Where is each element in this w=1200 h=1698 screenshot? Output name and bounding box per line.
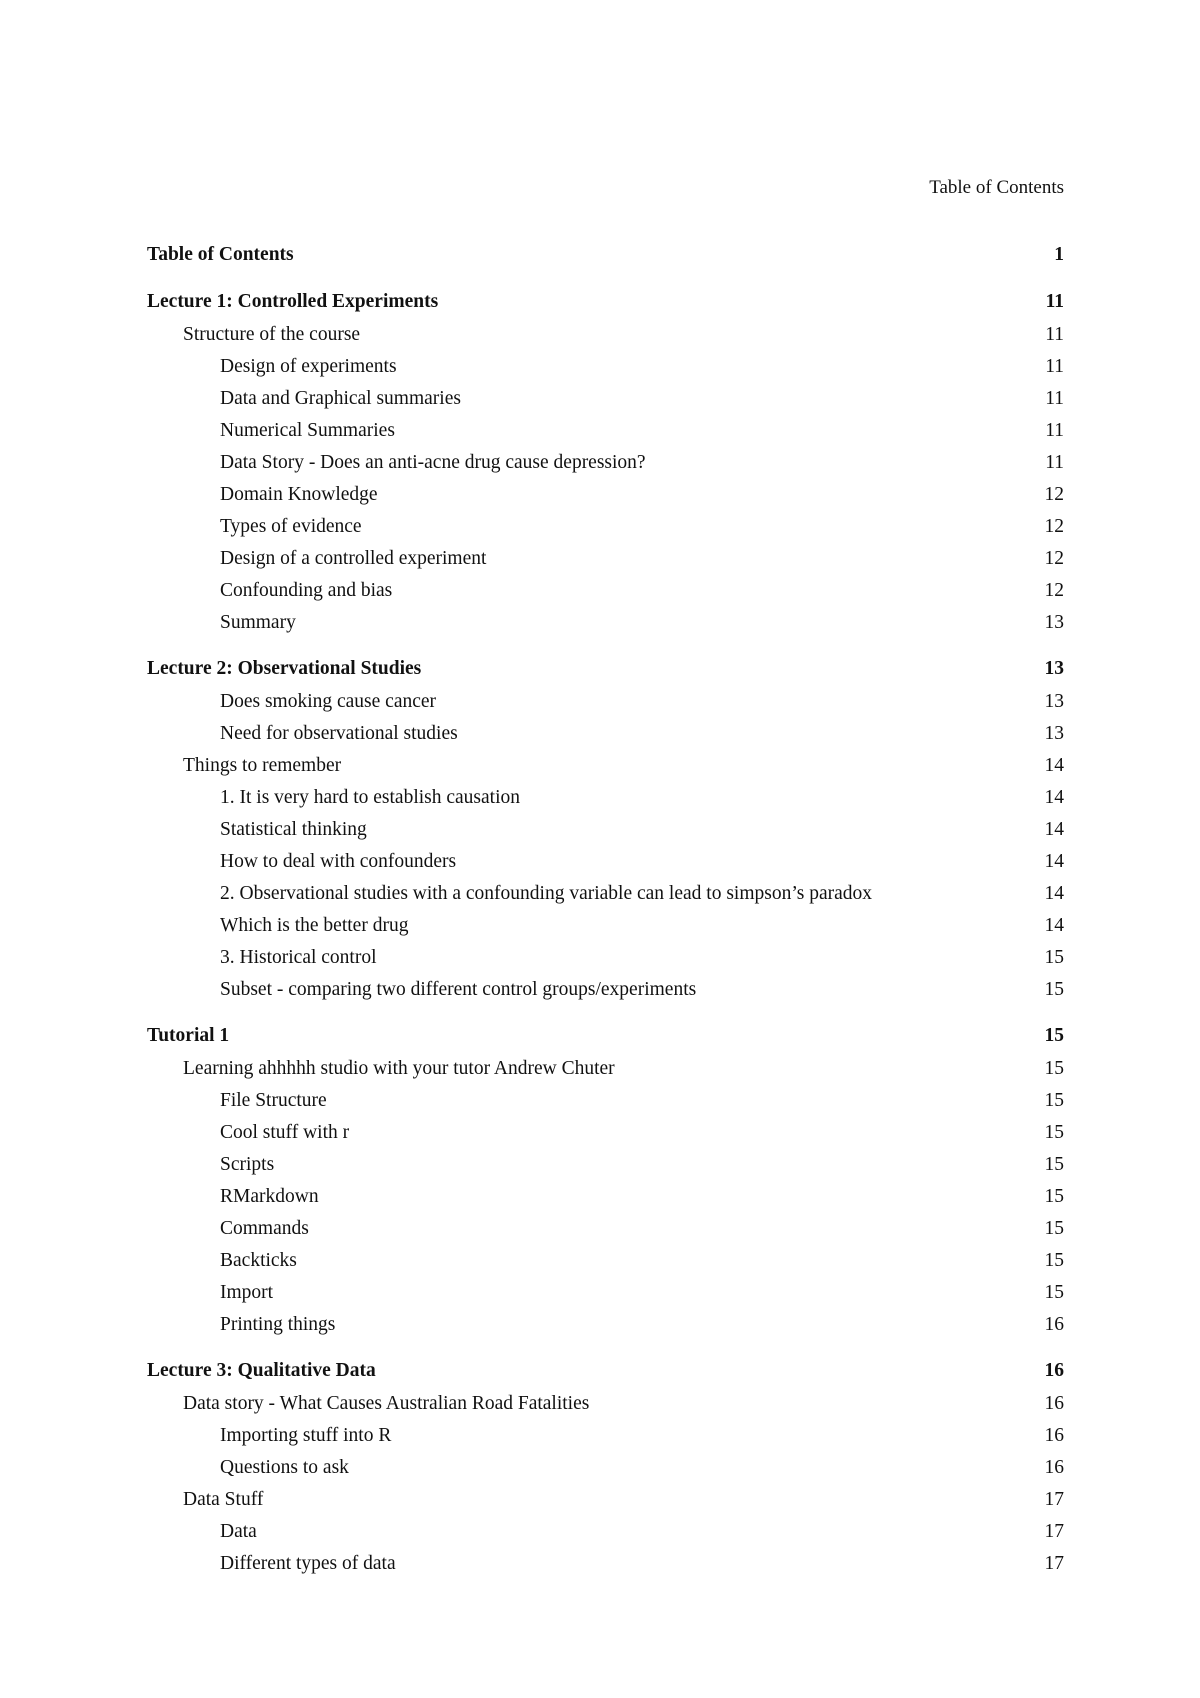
toc-entry[interactable] [147, 1149, 1064, 1181]
toc-entry-page-number: 15 [1044, 1122, 1064, 1143]
toc-entry[interactable] [147, 974, 1064, 1006]
toc-entry-title: Data [220, 1521, 257, 1542]
toc-entry[interactable] [147, 511, 1064, 543]
toc-section-entry[interactable] [147, 238, 1064, 272]
toc-entry[interactable] [147, 1516, 1064, 1548]
toc-entry[interactable] [147, 1053, 1064, 1085]
toc-entry-title: Different types of data [220, 1553, 396, 1574]
toc-entry-title: Importing stuff into R [220, 1425, 392, 1446]
toc-entry-title: Structure of the course [183, 324, 361, 345]
toc-entry-title: How to deal with confounders [220, 851, 457, 872]
toc-entry-page-number: 15 [1044, 1282, 1064, 1303]
table-of-contents [147, 238, 1064, 1580]
toc-entry-title: Need for observational studies [220, 723, 458, 744]
toc-entry[interactable] [147, 415, 1064, 447]
toc-entry[interactable] [147, 575, 1064, 607]
toc-entry-title: Lecture 2: Observational Studies [147, 658, 422, 679]
toc-entry[interactable] [147, 319, 1064, 351]
toc-section-entry[interactable] [147, 1019, 1064, 1053]
toc-section-entry[interactable] [147, 652, 1064, 686]
toc-entry-page-number: 14 [1044, 915, 1064, 936]
toc-entry-page-number: 12 [1044, 548, 1064, 569]
toc-entry-page-number: 13 [1044, 691, 1064, 712]
toc-entry[interactable] [147, 1548, 1064, 1580]
toc-entry[interactable] [147, 1085, 1064, 1117]
toc-entry-page-number: 11 [1045, 324, 1064, 345]
toc-entry-page-number: 16 [1044, 1393, 1064, 1414]
toc-entry-title: 1. It is very hard to establish causation [220, 787, 521, 808]
toc-entry-page-number: 11 [1045, 420, 1064, 441]
toc-entry-page-number: 17 [1044, 1521, 1064, 1542]
toc-entry[interactable] [147, 686, 1064, 718]
toc-entry-title: Import [220, 1282, 274, 1303]
toc-entry-title: Backticks [220, 1250, 297, 1271]
toc-entry-title: Commands [220, 1218, 309, 1239]
toc-entry-page-number: 16 [1044, 1360, 1064, 1381]
toc-entry-page-number: 11 [1045, 388, 1064, 409]
running-header: Table of Contents [929, 177, 1064, 198]
toc-entry-title: Which is the better drug [220, 915, 409, 936]
toc-entry[interactable] [147, 718, 1064, 750]
toc-entry[interactable] [147, 1245, 1064, 1277]
toc-entry[interactable] [147, 910, 1064, 942]
toc-entry[interactable] [147, 479, 1064, 511]
toc-entry-title: Subset - comparing two different control groups/experiments [220, 979, 697, 1000]
toc-entry-page-number: 15 [1044, 1218, 1064, 1239]
toc-entry[interactable] [147, 1484, 1064, 1516]
toc-entry-page-number: 15 [1044, 947, 1064, 968]
toc-entry[interactable] [147, 846, 1064, 878]
toc-entry[interactable] [147, 942, 1064, 974]
toc-entry-page-number: 16 [1044, 1314, 1064, 1335]
toc-entry-title: Data and Graphical summaries [220, 388, 461, 409]
toc-entry[interactable] [147, 543, 1064, 575]
toc-entry-page-number: 15 [1044, 1250, 1064, 1271]
toc-entry[interactable] [147, 1452, 1064, 1484]
toc-entry-page-number: 13 [1044, 612, 1064, 633]
toc-entry-title: Questions to ask [220, 1457, 349, 1478]
toc-entry-title: Does smoking cause cancer [220, 691, 437, 712]
toc-entry-page-number: 12 [1044, 484, 1064, 505]
toc-entry[interactable] [147, 383, 1064, 415]
toc-entry[interactable] [147, 814, 1064, 846]
toc-entry-title: Lecture 1: Controlled Experiments [147, 291, 439, 312]
toc-entry-title: Statistical thinking [220, 819, 367, 840]
toc-entry-title: Numerical Summaries [220, 420, 395, 441]
toc-entry-title: Things to remember [183, 755, 342, 776]
toc-entry-page-number: 15 [1044, 1025, 1064, 1046]
toc-entry-page-number: 11 [1045, 452, 1064, 473]
toc-entry-title: Scripts [220, 1154, 275, 1175]
toc-entry-page-number: 16 [1044, 1425, 1064, 1446]
toc-entry-page-number: 12 [1044, 580, 1064, 601]
toc-entry-title: Design of a controlled experiment [220, 548, 487, 569]
toc-entry[interactable] [147, 447, 1064, 479]
toc-entry-page-number: 13 [1044, 723, 1064, 744]
toc-entry-title: Data Stuff [183, 1489, 264, 1510]
toc-entry-title: Tutorial 1 [147, 1025, 230, 1046]
toc-entry[interactable] [147, 1277, 1064, 1309]
toc-entry-page-number: 15 [1044, 1186, 1064, 1207]
toc-entry[interactable] [147, 1388, 1064, 1420]
toc-entry-page-number: 15 [1044, 1090, 1064, 1111]
toc-entry-title: 2. Observational studies with a confounding variable can lead to simpson’s paradox [220, 883, 873, 904]
toc-entry-page-number: 14 [1044, 787, 1064, 808]
toc-entry[interactable] [147, 878, 1064, 910]
toc-entry-page-number: 17 [1044, 1489, 1064, 1510]
toc-entry-title: Types of evidence [220, 516, 362, 537]
toc-entry-page-number: 12 [1044, 516, 1064, 537]
toc-entry[interactable] [147, 351, 1064, 383]
toc-entry-page-number: 13 [1044, 658, 1064, 679]
toc-entry-title: 3. Historical control [220, 947, 377, 968]
toc-section-entry[interactable] [147, 285, 1064, 319]
toc-section-entry[interactable] [147, 1354, 1064, 1388]
toc-entry-title: Cool stuff with r [220, 1122, 350, 1143]
toc-entry-page-number: 11 [1045, 291, 1064, 312]
toc-entry[interactable] [147, 1420, 1064, 1452]
toc-entry-title: Design of experiments [220, 356, 397, 377]
toc-entry[interactable] [147, 1309, 1064, 1341]
toc-entry-page-number: 14 [1044, 819, 1064, 840]
toc-entry[interactable] [147, 1181, 1064, 1213]
toc-entry-page-number: 17 [1044, 1553, 1064, 1574]
toc-entry[interactable] [147, 1117, 1064, 1149]
toc-entry-page-number: 15 [1044, 1058, 1064, 1079]
toc-entry-page-number: 14 [1044, 755, 1064, 776]
toc-entry-page-number: 15 [1044, 979, 1064, 1000]
toc-entry-title: Lecture 3: Qualitative Data [147, 1360, 376, 1381]
toc-entry-page-number: 1 [1054, 244, 1064, 265]
toc-entry-page-number: 11 [1045, 356, 1064, 377]
toc-entry-page-number: 14 [1044, 851, 1064, 872]
toc-entry-title: Summary [220, 612, 296, 633]
toc-entry-page-number: 14 [1044, 883, 1064, 904]
toc-entry[interactable] [147, 1213, 1064, 1245]
toc-entry-title: Confounding and bias [220, 580, 393, 601]
toc-entry[interactable] [147, 750, 1064, 782]
toc-entry[interactable] [147, 782, 1064, 814]
toc-entry-title: Domain Knowledge [220, 484, 378, 505]
toc-entry-title: Learning ahhhhh studio with your tutor Andrew Chuter [183, 1058, 615, 1079]
toc-entry-title: Table of Contents [147, 244, 294, 265]
toc-entry-title: RMarkdown [220, 1186, 319, 1207]
toc-entry-title: Printing things [220, 1314, 336, 1335]
toc-entry-title: File Structure [220, 1090, 327, 1111]
toc-entry[interactable] [147, 607, 1064, 639]
toc-entry-page-number: 16 [1044, 1457, 1064, 1478]
toc-entry-title: Data Story - Does an anti-acne drug cause depression? [220, 452, 646, 473]
toc-entry-page-number: 15 [1044, 1154, 1064, 1175]
toc-entry-title: Data story - What Causes Australian Road Fatalities [183, 1393, 590, 1414]
